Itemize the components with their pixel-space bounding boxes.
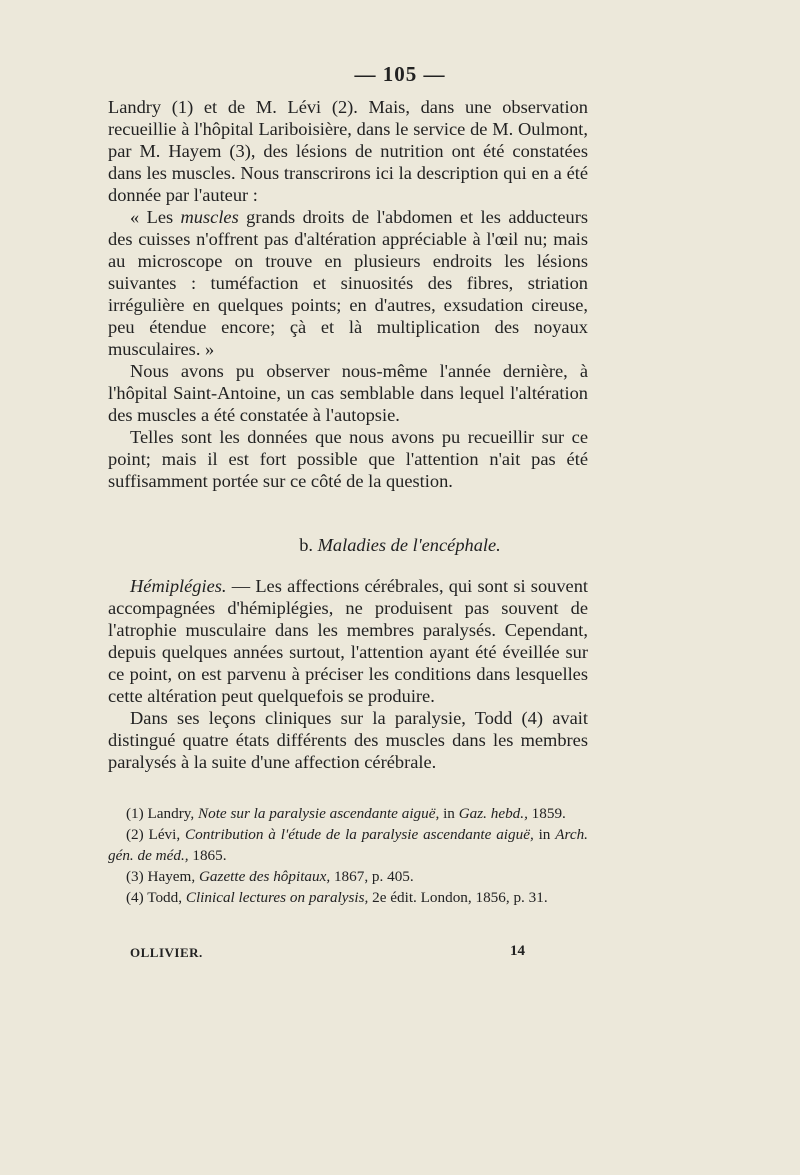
footnote-text: in — [439, 805, 459, 822]
footnote — [108, 824, 588, 866]
heading-letter: b. — [299, 535, 318, 555]
paragraph: Dans ses leçons cliniques sur la paralysie, Todd (4) avait distingué quatre états différents des muscles dans les membres paralysés à la suite d'une affection cérébrale. — [108, 708, 588, 772]
quotation-paragraph — [108, 206, 588, 360]
paragraph-text: — Les affections cérébrales, qui sont si souvent accompagnées d'hémiplégies, ne produisent pas souvent de l'atrophie musculaire dans les membres paralysés. Cependant, depuis quelques années surtout, l'attention ayant été éveillée sur ce point, on est parvenu à préciser les conditions dans lesquelles cette altération peut quelquefois se produire. — [108, 576, 588, 706]
heading-title: Maladies de l'encéphale. — [317, 535, 501, 555]
footnote — [108, 887, 588, 908]
footnote-num: (4) Todd, — [126, 889, 186, 906]
footer-author: OLLIVIER. — [130, 945, 203, 960]
footnote-title: Gazette des hôpitaux, — [198, 868, 331, 885]
footnote-title: Note sur la paralysie ascendante aiguë, — [197, 805, 440, 822]
quote-text: « Les — [130, 207, 181, 227]
footnote-text: 2e édit. London, 1856, p. 31. — [368, 889, 548, 906]
footnote-num: (2) Lévi, — [126, 826, 185, 843]
main-text-lower — [108, 575, 588, 773]
quote-italic: muscles — [180, 207, 239, 227]
signature-mark: 14 — [510, 943, 525, 959]
paragraph: Landry (1) et de M. Lévi (2). Mais, dans une observation recueillie à l'hôpital Lariboisière, dans le service de M. Oulmont, par M. Hayem (3), des lésions de nutrition ont été constatées dans les muscles. Nous transcrirons ici la description qui en a été donnée par l'auteur : — [108, 97, 588, 205]
main-text-upper — [108, 96, 588, 492]
run-in-heading: Hémiplégies. — [130, 576, 227, 596]
quote-text: grands droits de l'abdomen et les adducteurs des cuisses n'offrent pas d'altération appréciable à l'œil nu; mais au microscope on trouve en plusieurs endroits les lésions suivantes : tuméfaction et sinuosités des fibres, striation irrégulière en quelques points; en d'autres, exsudation cireuse, peu étendue encore; çà et là multiplication des noyaux musculaires. » — [108, 207, 588, 359]
footnote-num: (1) Landry, — [126, 805, 198, 822]
footnote — [108, 866, 588, 887]
footnote-journal: Gaz. hebd., — [458, 805, 528, 822]
footnotes — [108, 803, 588, 908]
paragraph: Nous avons pu observer nous-même l'année dernière, à l'hôpital Saint-Antoine, un cas semblable dans lequel l'altération des muscles a été constatée à l'autopsie. — [108, 361, 588, 425]
page-number: — 105 — — [354, 62, 446, 86]
footnote-title: Clinical lectures on paralysis, — [185, 889, 369, 906]
footnote-num: (3) Hayem, — [126, 868, 199, 885]
footnote-text: 1859. — [527, 805, 566, 822]
footnote-journal: Arch. gén. de méd., — [108, 826, 588, 864]
paragraph — [108, 575, 588, 707]
section-heading — [0, 535, 800, 556]
footnote-text: 1867, p. 405. — [330, 868, 414, 885]
footnote — [108, 803, 588, 824]
footnote-text: 1865. — [188, 847, 227, 864]
paragraph: Telles sont les données que nous avons pu recueillir sur ce point; mais il est fort possible que l'attention n'ait pas été suffisamment portée sur ce côté de la question. — [108, 427, 588, 491]
footnote-title: Contribution à l'étude de la paralysie ascendante aiguë, — [185, 826, 534, 843]
footnote-text: in — [533, 826, 556, 843]
